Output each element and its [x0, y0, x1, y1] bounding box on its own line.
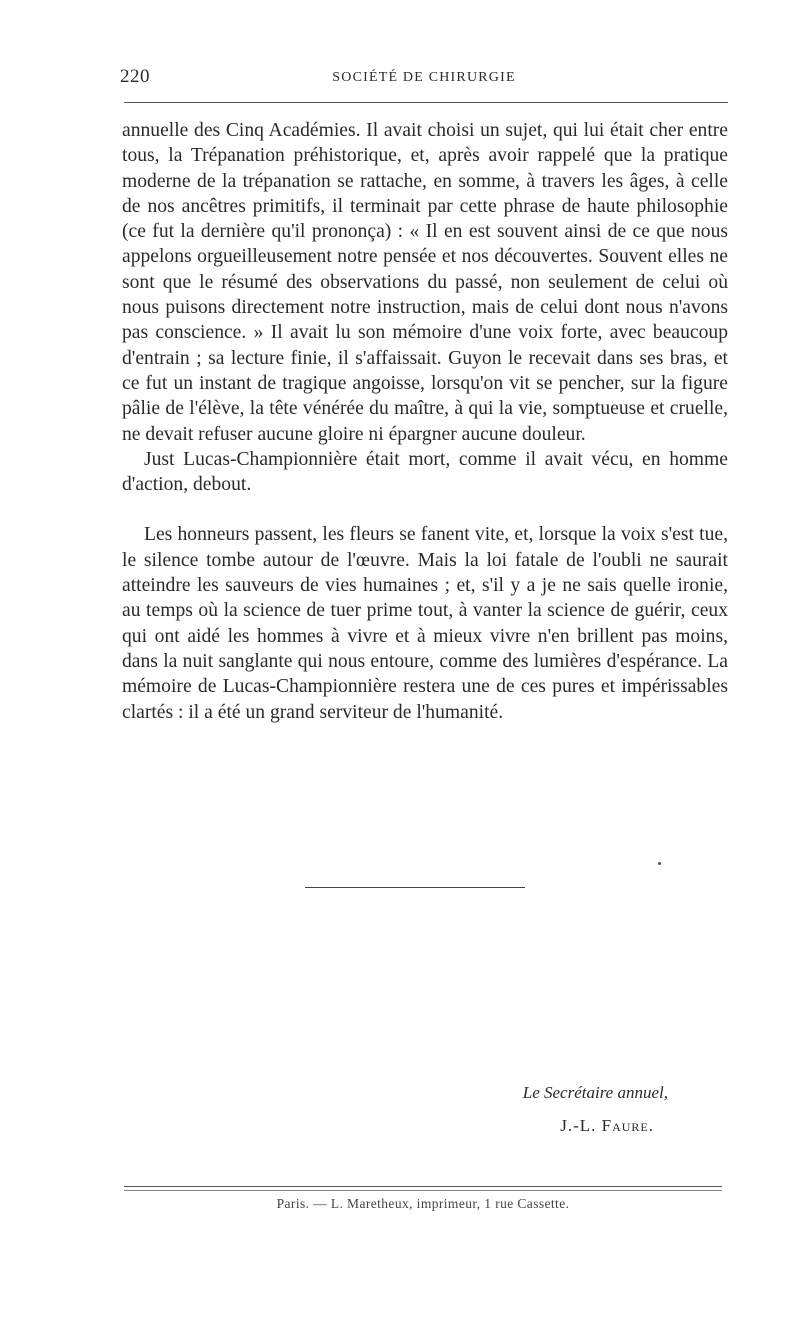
running-title: SOCIÉTÉ DE CHIRURGIE	[332, 70, 516, 85]
signature-title: Le Secrétaire annuel,	[522, 1083, 668, 1102]
body-text	[122, 118, 728, 725]
signature-name: J.-L. Faure.	[560, 1116, 654, 1135]
footer-rule	[124, 1186, 722, 1187]
print-speck	[658, 862, 661, 865]
footer-rule-secondary	[124, 1190, 722, 1191]
paragraph-conclusion: Les honneurs passent, les fleurs se fanent vite, et, lorsque la voix s'est tue, le silence tombe autour de l'œuvre. Mais la loi fatale de l'oubli ne saurait atteindre les sauveurs de vies humaines ; et, s'il y a je ne sais quelle ironie, au temps où la science de tuer prime tout, à vanter la science de guérir, ceux qui ont aidé les hommes à vivre et à mieux vivre n'en brillent pas moins, dans la nuit sanglante qui nous entoure, comme des lumières d'espérance. La mémoire de Lucas-Championnière restera une de ces pures et impérissables clartés : il a été un grand serviteur de l'humanité.	[122, 524, 728, 723]
header-rule	[124, 102, 728, 103]
paragraph-continuation: annuelle des Cinq Académies. Il avait choisi un sujet, qui lui était cher entre tous, la Trépanation préhistorique, et, après avoir rappelé que la pratique moderne de la trépanation se rattache, en somme, à travers les âges, à celle de nos ancêtres primitifs, il terminait par cette phrase de haute philosophie (ce fut la dernière qu'il prononça) : « Il en est souvent ainsi de ce que nous appelons orgueilleusement notre pensée et nos découvertes. Souvent elles ne sont que le résumé des observations du passé, non seulement de celui où nous puisons directement notre instruction, mais de celui dont nous n'avons pas conscience. » Il avait lu son mémoire d'une voix forte, avec beaucoup d'entrain ; sa lecture finie, il s'affaissait. Guyon le recevait dans ses bras, et ce fut un instant de tragique angoisse, lorsqu'on vit se pencher, sur la figure pâlie de l'élève, la tête vénérée du maître, à qui la vie, somptueuse et cruelle, ne devait refuser aucune gloire ni épargner aucune douleur.	[122, 120, 728, 445]
paragraph-death: Just Lucas-Championnière était mort, comme il avait vécu, en homme d'action, debout.	[122, 448, 728, 496]
page-header	[120, 66, 728, 94]
signature-block	[440, 1080, 668, 1139]
page-number: 220	[120, 66, 150, 87]
section-end-rule	[305, 887, 525, 888]
printer-imprint: Paris. — L. Maretheux, imprimeur, 1 rue Cassette.	[276, 1196, 570, 1211]
